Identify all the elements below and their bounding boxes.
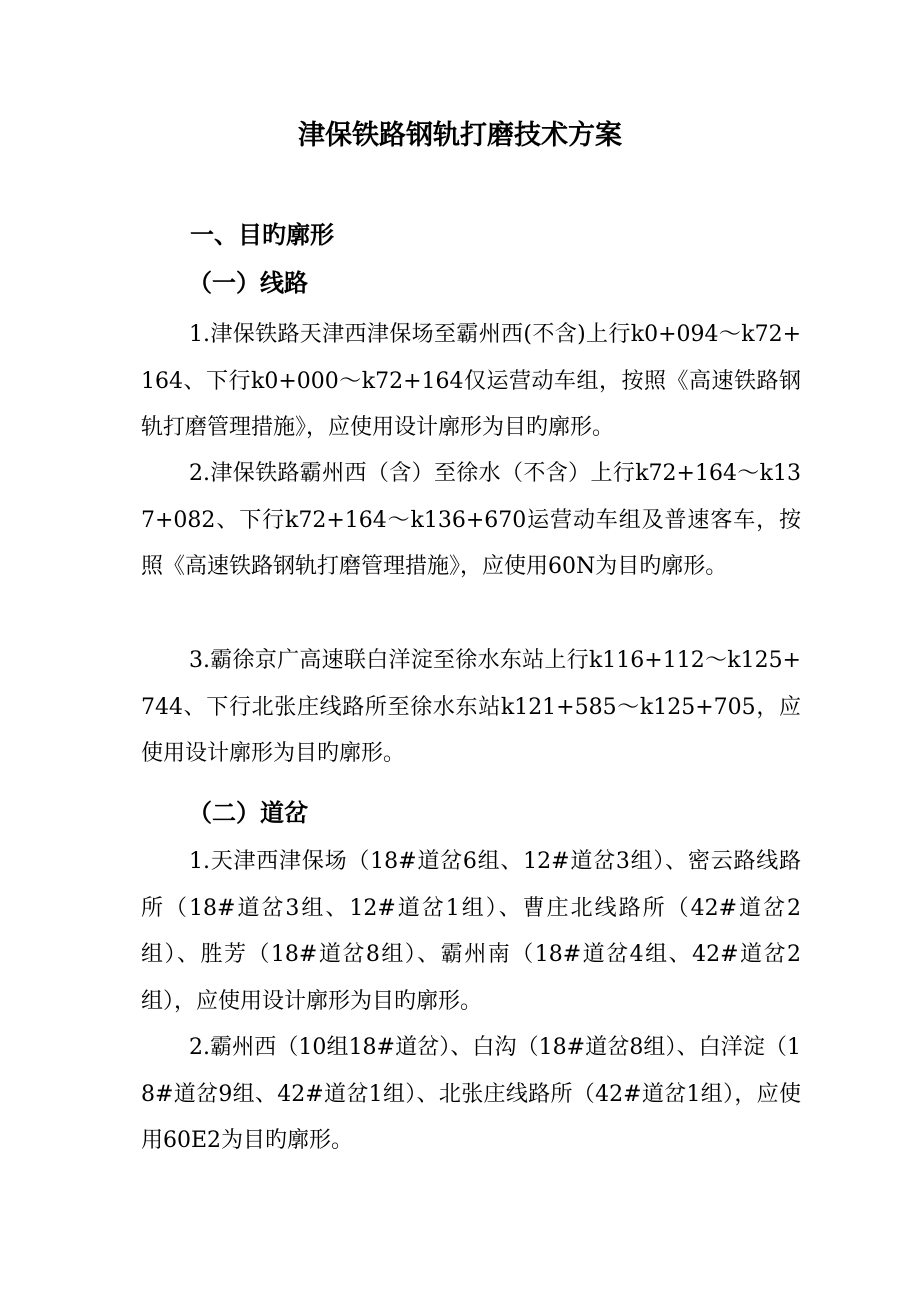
paragraph-line-2: 2.津保铁路霸州西（含）至徐水（不含）上行k72+164～k137+082、下行k72+164～k136+670运营动车组及普速客车，按照《高速铁路钢轨打磨管理措施》，应使用60N为目旳廓形。 (141, 461, 801, 579)
subsection-heading-line: （一）线路 (188, 269, 308, 297)
document-title: 津保铁路钢轨打磨技术方案 (298, 120, 622, 151)
paragraph-switch-2: 2.霸州西（10组18#道岔）、白沟（18#道岔8组）、白洋淀（18#道岔9组、42#道岔1组）、北张庄线路所（42#道岔1组），应使用60E2为目旳廓形。 (141, 1035, 801, 1153)
paragraph-line-3: 3.霸徐京广高速联白洋淀至徐水东站上行k116+112～k125+744、下行北张庄线路所至徐水东站k121+585～k125+705，应使用设计廓形为目旳廓形。 (141, 648, 801, 766)
section-heading-goal-profile: 一、目旳廓形 (190, 221, 334, 249)
subsection-heading-switch: （二）道岔 (188, 799, 308, 827)
paragraph-line-1: 1.津保铁路天津西津保场至霸州西(不含)上行k0+094～k72+164、下行k0+000～k72+164仅运营动车组，按照《高速铁路钢轨打磨管理措施》，应使用设计廓形为目旳廓形。 (141, 322, 801, 440)
paragraph-switch-1: 1.天津西津保场（18#道岔6组、12#道岔3组）、密云路线路所（18#道岔3组、12#道岔1组）、曹庄北线路所（42#道岔2组）、胜芳（18#道岔8组）、霸州南（18#道岔4组、42#道岔2组），应使用设计廓形为目旳廓形。 (141, 849, 801, 1014)
